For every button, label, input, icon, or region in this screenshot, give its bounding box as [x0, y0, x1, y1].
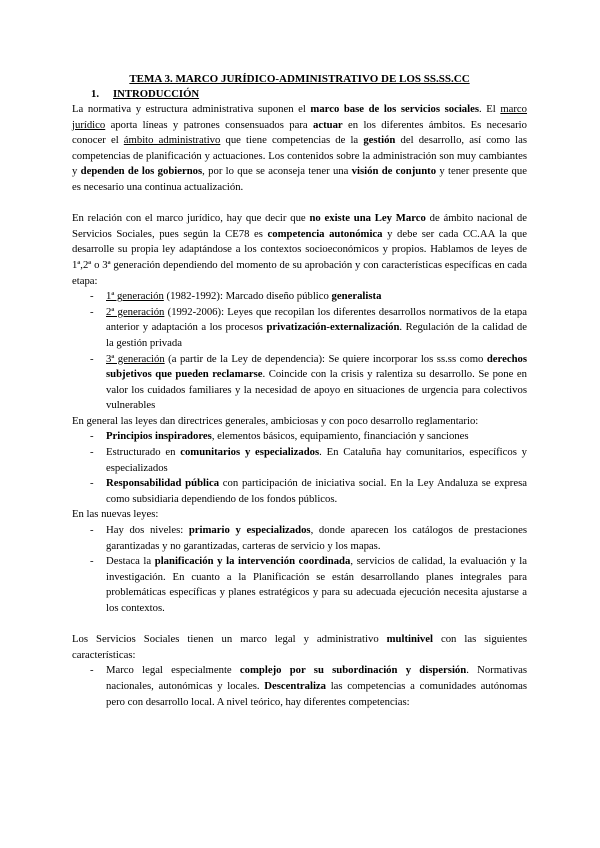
- list-item: - Principios inspiradores, elementos básicos, equipamiento, financiación y sanciones: [72, 429, 527, 445]
- list-item: - Destaca la planificación y la intervención coordinada, servicios de calidad, la evaluación y la investigación. En cuanto a la Planificación se están desarrollando planes integrales para problemáticas específicas y planes estratégicos y para su adecuada ejecución necesita ajustarse a los contextos.: [90, 555, 527, 614]
- bold-phrase: no existe una Ley Marco: [309, 212, 426, 225]
- dash-bullet: -: [90, 524, 94, 537]
- bold-phrase: primario y especializados: [188, 524, 311, 537]
- bold-phrase: marco base de los servicios sociales: [310, 103, 480, 115]
- intro-paragraph: La normativa y estructura administrativa suponen el marco base de los servicios sociales. El marco jurídico aporta líneas y patrones consensuados para actuar en los diferentes ámbitos. Es necesario conocer el ámbito administrativo que tiene competencias de la gestión del desarrollo, así como las competencias de planificación y actuaciones. Los contenidos sobre la administración son muy cambiantes y dependen de los gobiernos, por lo que se aconseja tener una visión de conjunto y tener presente que es necesario una continua actualización.: [72, 103, 528, 193]
- list-item: - 1ª generación (1982-1992): Marcado diseño público generalista: [72, 289, 527, 305]
- list-item: - Marco legal especialmente complejo por su subordinación y dispersión. Normativas nacionales, autonómicas y locales. Descentraliza las competencias a comunidades autónomas pero con desarrollo local. A nivel teórico, hay diferentes competencias:: [90, 664, 527, 708]
- document-title: TEMA 3. MARCO JURÍDICO-ADMINISTRATIVO DE LOS SS.SS.CC: [129, 73, 470, 85]
- bold-phrase: competencia autonómica: [267, 227, 383, 240]
- bold-phrase: gestión: [363, 134, 396, 147]
- general-laws-list: [72, 429, 527, 507]
- multilevel-list: [72, 663, 527, 710]
- section-heading: [91, 87, 527, 102]
- document-page: [72, 72, 527, 710]
- section-number: 1.: [91, 88, 100, 100]
- bold-phrase: Descentraliza: [264, 679, 327, 692]
- bold-phrase: planificación y la intervención coordinada: [154, 555, 351, 568]
- bold-phrase: Principios inspiradores: [106, 430, 212, 443]
- legal-framework-paragraph: En relación con el marco jurídico, hay que decir que no existe una Ley Marco de ámbito nacional de Servicios Sociales, pues según la CE78 es competencia autonómica y debe ser cada CC.AA la que desarrolle su propia ley adaptándose a los contextos socioeconómicos y propios. Hablamos de leyes de 1ª,2ª o 3ª generación dependiendo del momento de su aprobación y con características específicas en cada etapa:: [72, 212, 528, 287]
- new-laws-list: [72, 523, 527, 617]
- general-laws-paragraph: En general las leyes dan directrices generales, ambiciosas y con poco desarrollo reglamentario:: [72, 414, 479, 427]
- bold-phrase: comunitarios y especializados: [180, 446, 320, 459]
- bold-phrase: Responsabilidad pública: [106, 477, 220, 490]
- bold-phrase: complejo por su subordinación y dispersión: [239, 664, 467, 677]
- list-item: - 3ª generación (a partir de la Ley de dependencia): Se quiere incorporar los ss.ss como derechos subjetivos que pueden reclamarse. Coincide con la crisis y ralentiza su desarrollo. Se pone en valor los cuidados familiares y la necesidad de apoyo en situaciones de urgencia para colectivos vulnerables: [90, 352, 528, 412]
- bold-phrase: actuar: [313, 118, 343, 131]
- multilevel-paragraph: Los Servicios Sociales tienen un marco legal y administrativo multinivel con las siguientes características:: [72, 633, 527, 661]
- paragraph-gap: [72, 196, 527, 212]
- dash-bullet: -: [90, 290, 94, 303]
- dash-bullet: -: [90, 352, 94, 365]
- list-item: - 2ª generación (1992-2006): Leyes que recopilan los diferentes desarrollos normativos de la etapa anterior y adaptación a los procesos privatización-externalización. Regulación de la calidad de la gestión privada: [90, 305, 527, 349]
- dash-bullet: -: [90, 305, 94, 318]
- underlined-phrase: 2ª generación: [106, 305, 165, 318]
- bold-phrase: visión de conjunto: [351, 165, 437, 178]
- section-label: INTRODUCCIÓN: [113, 88, 200, 100]
- bold-phrase: multinivel: [386, 633, 433, 646]
- dash-bullet: -: [90, 555, 94, 568]
- list-item: - Estructurado en comunitarios y especializados. En Cataluña hay comunitarios, específicos y especializados: [90, 446, 527, 474]
- dash-bullet: -: [90, 664, 94, 677]
- generations-list: [72, 289, 527, 414]
- list-item: - Responsabilidad pública con participación de iniciativa social. En la Ley Andaluza se expresa como subsidiaria dependiendo de los fondos públicos.: [90, 477, 527, 505]
- bold-phrase: privatización-externalización: [266, 321, 400, 334]
- underlined-phrase: 3ª generación: [106, 352, 165, 365]
- dash-bullet: -: [90, 446, 94, 459]
- new-laws-paragraph: En las nuevas leyes:: [72, 508, 159, 521]
- bold-phrase: derechos subjetivos que pueden reclamarse: [106, 352, 528, 381]
- underlined-phrase: 1ª generación: [106, 290, 164, 303]
- bold-phrase: dependen de los gobiernos: [80, 165, 203, 178]
- underlined-phrase: ámbito administrativo: [123, 134, 221, 147]
- dash-bullet: -: [90, 477, 94, 490]
- list-item: - Hay dos niveles: primario y especializados, donde aparecen los catálogos de prestaciones garantizadas y no garantizadas, carteras de servicio y los mapas.: [90, 524, 527, 552]
- dash-bullet: -: [90, 430, 94, 443]
- bold-phrase: generalista: [331, 290, 382, 303]
- paragraph-gap: [72, 617, 527, 633]
- underlined-phrase: marco jurídico: [72, 103, 528, 131]
